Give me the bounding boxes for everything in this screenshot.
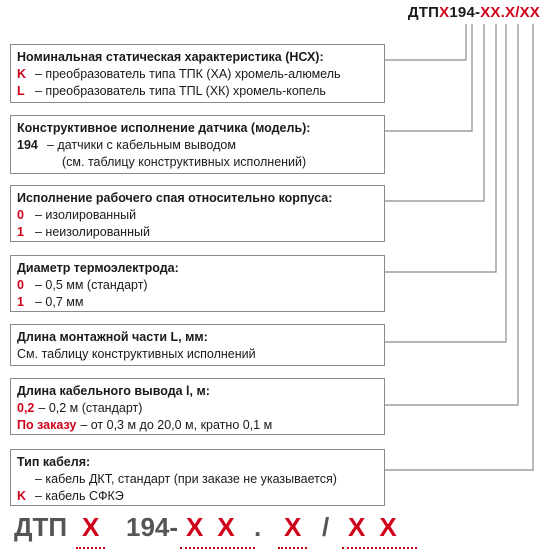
code-slash: / [515,4,520,21]
option-key: 0,2 [17,401,35,415]
option-desc: – кабель ДКТ, стандарт (при заказе не указывается) [35,472,337,486]
code-dot: . [500,4,505,21]
option-key: K [17,67,27,81]
option-desc: – кабель СФКЭ [35,489,124,503]
option-desc: – 0,2 м (стандарт) [38,401,143,415]
code-junction-diameter: XX [480,4,501,21]
option-desc: – преобразователь типа ТПL (ХК) хромель-копель [35,84,326,98]
box-diameter [10,255,385,312]
footer-cable-length: X [284,512,302,542]
line-cable-type [385,24,533,470]
option-desc: См. таблицу конструктивных исполнений [17,347,256,361]
option-key: 1 [17,225,24,239]
line-nsx [385,24,466,60]
footer-nsx: X [82,512,100,542]
box-cable-type [10,449,385,506]
box-title: Конструктивное исполнение датчика (модель): [17,121,311,135]
option-key: L [17,84,25,98]
option-key: 1 [17,295,24,309]
box-title: Исполнение рабочего спая относительно корпуса: [17,191,333,205]
option-desc: – датчики с кабельным выводом [47,138,236,152]
option-desc: – неизолированный [35,225,150,239]
option-desc: – изолированный [35,208,137,222]
footer-prefix: ДТП [14,512,68,542]
option-key: 0 [17,278,24,292]
box-title: Тип кабеля: [17,455,91,469]
option-desc: – от 0,3 м до 20,0 м, кратно 0,1 м [80,418,273,432]
code-model: 194- [449,4,481,21]
option-key: 0 [17,208,24,222]
box-title: Номинальная статическая характеристика (НСХ): [17,50,324,64]
footer-junction-diameter: XX [186,512,249,542]
option-key: K [17,489,27,503]
line-diameter [385,24,496,272]
code-cable-length: X [504,4,516,21]
footer-model: 194- [126,512,179,542]
footer-dot: . [254,512,262,542]
box-title: Длина кабельного вывода l, м: [17,384,210,398]
box-nsx [10,44,385,103]
line-cable-length [385,24,518,405]
option-desc: – преобразователь типа ТПК (ХА) хромель-алюмель [35,67,341,81]
option-key: По заказу [17,418,77,432]
order-code-footer [14,512,534,548]
box-mount-length [10,324,385,366]
line-model [385,24,472,131]
box-cable-length [10,378,385,435]
footer-slash: / [322,512,330,542]
line-mount-length [385,24,506,342]
footer-cable-type: XX [348,512,411,542]
code-prefix: ДТП [407,4,440,21]
box-model [10,115,385,174]
option-desc: (см. таблицу конструктивных исполнений) [62,155,307,169]
option-desc: – 0,5 мм (стандарт) [35,278,148,292]
option-desc: – 0,7 мм [35,295,84,309]
code-cable-type: XX [519,4,540,21]
box-junction [10,185,385,242]
box-title: Длина монтажной части L, мм: [17,330,208,344]
option-key: 194 [17,138,38,152]
code-nsx: X [439,4,450,21]
box-title: Диаметр термоэлектрода: [17,261,179,275]
line-junction [385,24,484,201]
